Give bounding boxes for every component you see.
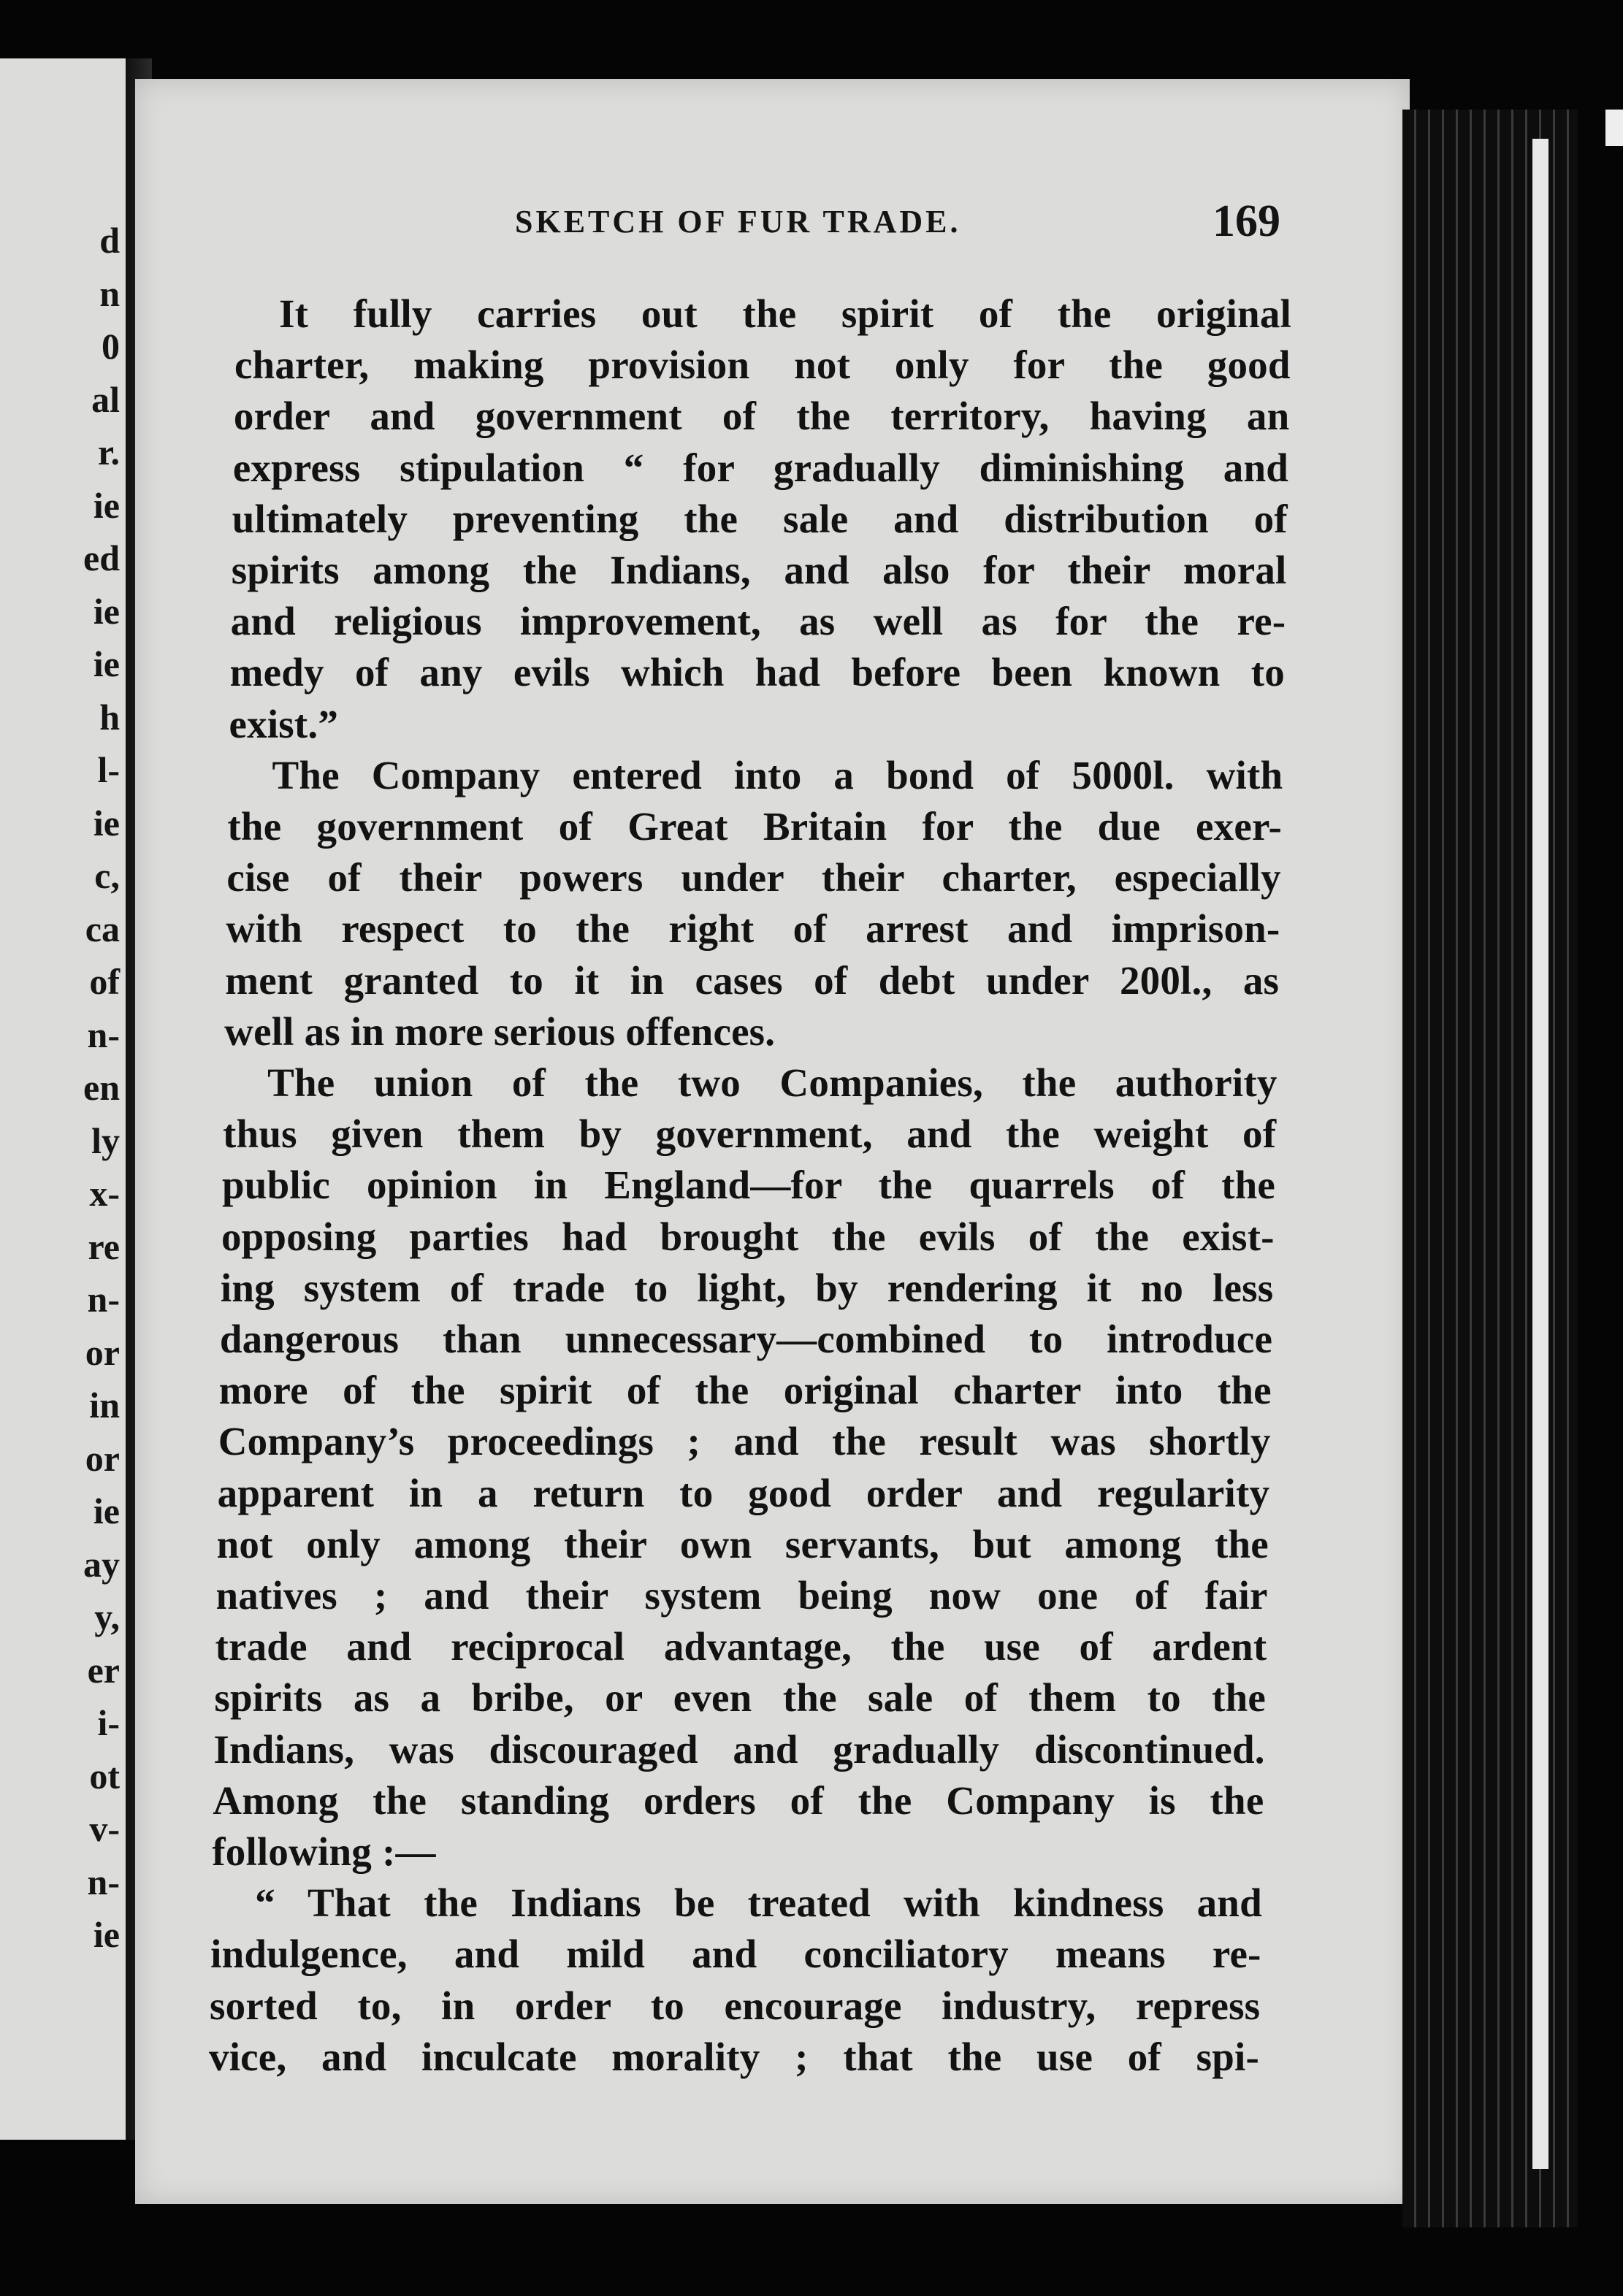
left-page-fragment: al — [91, 378, 120, 420]
left-page-fragment: of — [89, 961, 120, 1002]
text-line: following :— — [212, 1829, 436, 1874]
text-line: dangerous than unnecessary—combined to introduce — [219, 1317, 1273, 1361]
page-number: 169 — [1213, 196, 1280, 246]
text-line: trade and reciprocal advantage, the use of ardent — [215, 1624, 1267, 1669]
left-page-fragment: or — [85, 1437, 120, 1479]
text-line: Indians, was discouraged and gradually discontinued. — [213, 1726, 1265, 1772]
left-page-fragment: ie — [93, 590, 120, 632]
text-line: medy of any evils which had before been known to — [229, 650, 1285, 695]
text-line: The Company entered into a bond of 5000l. with — [272, 752, 1283, 797]
text-line: natives ; and their system being now one of fair — [215, 1573, 1268, 1618]
page-edge-highlight — [1532, 139, 1548, 2169]
left-page-fragment: ie — [93, 1914, 120, 1955]
left-page-fragment: l- — [97, 749, 120, 790]
text-line: the government of Great Britain for the due exer- — [227, 804, 1283, 849]
left-page-fragment: er — [87, 1649, 120, 1691]
text-line: not only among their own servants, but among the — [216, 1521, 1269, 1566]
left-page-fragment: n- — [87, 1279, 120, 1320]
text-line: The union of the two Companies, the authority — [267, 1060, 1278, 1105]
text-line: well as in more serious offences. — [224, 1009, 776, 1054]
text-line: public opinion in England—for the quarrels of the — [222, 1163, 1275, 1208]
left-page-fragment: ie — [93, 1491, 120, 1531]
text-line: opposing parties had brought the evils of the exist- — [221, 1214, 1275, 1259]
left-page-fragment: or — [85, 1331, 120, 1373]
text-line: ment granted to it in cases of debt under 200l., as — [225, 957, 1280, 1003]
left-page-fragment: 0 — [102, 326, 120, 367]
text-line: sorted to, in order to encourage industry, repress — [210, 1983, 1261, 2028]
left-page-fragment: ed — [83, 537, 120, 578]
left-page-edge — [0, 58, 130, 2140]
left-page-fragment: ot — [89, 1755, 120, 1796]
left-page-fragment: d — [99, 220, 120, 261]
text-line: and religious improvement, as well as for the re- — [230, 599, 1286, 644]
left-page-fragment: h — [99, 696, 120, 738]
left-page-fragment: x- — [89, 1173, 120, 1214]
left-page-fragment: c, — [94, 855, 120, 896]
text-line: exist.” — [229, 701, 339, 746]
left-page-fragment: ie — [93, 643, 120, 684]
left-page-fragment: n — [99, 272, 120, 314]
text-line: more of the spirit of the original charter into the — [218, 1368, 1272, 1413]
left-page-fragment: n- — [87, 1014, 120, 1055]
text-line: ultimately preventing the sale and distribution of — [232, 496, 1288, 541]
text-line: order and government of the territory, having an — [233, 394, 1290, 439]
text-line: It fully carries out the spirit of the original — [279, 291, 1291, 336]
left-page-fragment: re — [88, 1225, 120, 1267]
text-line: “ That the Indians be treated with kindness and — [255, 1880, 1262, 1926]
running-head: SKETCH OF FUR TRADE. — [515, 204, 961, 240]
text-line: charter, making provision not only for the good — [234, 343, 1291, 388]
left-page-fragment: n- — [87, 1861, 120, 1902]
left-page-fragment: ie — [93, 484, 120, 526]
text-line: thus given them by government, and the weight of — [223, 1111, 1277, 1157]
left-page-fragment: ly — [91, 1120, 120, 1161]
text-line: spirits as a bribe, or even the sale of them to the — [214, 1675, 1267, 1721]
text-line: express stipulation “ for gradually diminishing and — [232, 445, 1289, 490]
text-line: Company’s proceedings ; and the result was shortly — [218, 1419, 1271, 1464]
left-page-fragment: r. — [97, 432, 120, 472]
text-line: Among the standing orders of the Company is the — [213, 1778, 1264, 1823]
left-page-fragment: ay — [83, 1543, 120, 1585]
corner-mark — [1605, 110, 1623, 146]
left-page-fragment: in — [89, 1385, 120, 1426]
text-line: indulgence, and mild and conciliatory means re- — [210, 1932, 1261, 1977]
text-line: apparent in a return to good order and regularity — [217, 1470, 1270, 1515]
text-line: ing system of trade to light, by rendering it no less — [220, 1265, 1274, 1310]
left-page-fragment: ca — [85, 908, 120, 949]
left-page-fragment: ie — [93, 802, 120, 843]
text-line: with respect to the right of arrest and imprison- — [226, 906, 1280, 952]
left-page-fragment: v- — [89, 1808, 120, 1849]
left-page-fragment: i- — [97, 1702, 120, 1743]
text-line: cise of their powers under their charter, especially — [226, 855, 1281, 900]
text-line: vice, and inculcate morality ; that the use of spi- — [209, 2034, 1259, 2079]
left-page-fragment: y, — [94, 1596, 120, 1637]
text-line: spirits among the Indians, and also for their moral — [231, 548, 1287, 592]
left-page-fragment: en — [83, 1067, 120, 1108]
page-edges — [1402, 110, 1578, 2227]
